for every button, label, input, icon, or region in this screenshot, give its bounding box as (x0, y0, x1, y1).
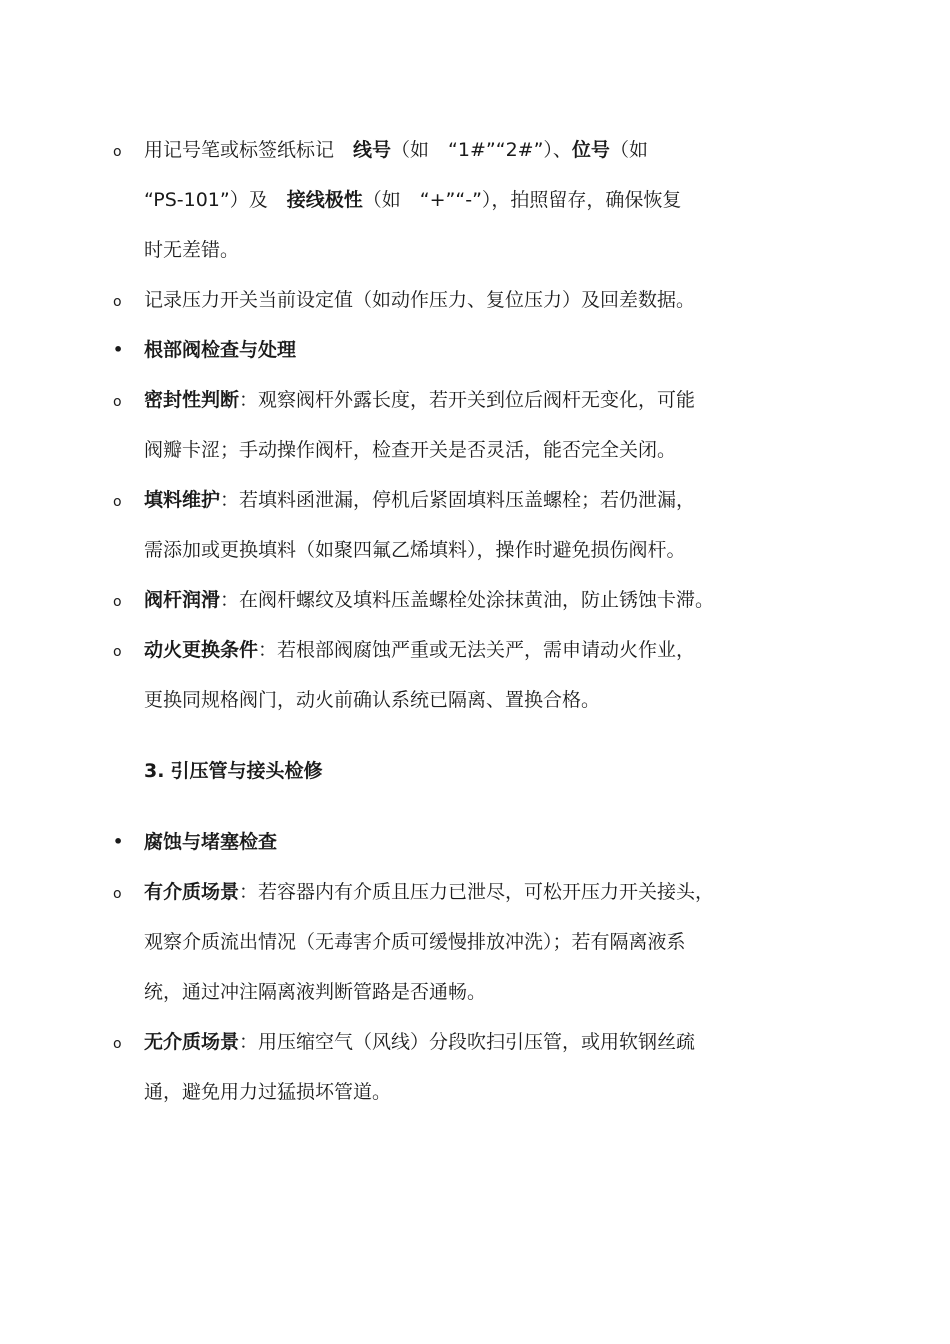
bold-term: 动火更换条件 (144, 639, 259, 661)
text-run: ：观察阀杆外露长度，若开关到位后阀杆无变化，可能 (239, 389, 696, 411)
text-line (144, 1080, 391, 1104)
text-line (144, 388, 695, 412)
text-line (144, 980, 486, 1004)
sub-bullet-marker: o (113, 494, 122, 510)
text-line (144, 538, 686, 562)
text-line (144, 830, 277, 854)
text-run: 观察介质流出情况（无毒害介质可缓慢排放冲洗）；若有隔离液系 (144, 931, 686, 953)
text-run: 时无差错。 (144, 239, 240, 261)
sub-bullet-marker: o (113, 886, 122, 902)
bold-term: 腐蚀与堵塞检查 (144, 831, 278, 853)
text-run: “PS-101”）及 (144, 189, 287, 211)
text-run: ：在阀杆螺纹及填料压盖螺栓处涂抹黄油，防止锈蚀卡滞。 (220, 589, 715, 611)
text-run: ：若容器内有介质且压力已泄尽，可松开压力开关接头， (239, 881, 715, 903)
bold-term: 接线极性 (286, 189, 363, 211)
text-run: （如 (609, 139, 648, 161)
text-run: ：用压缩空气（风线）分段吹扫引压管，或用软钢丝疏 (239, 1031, 696, 1053)
section-title: 引压管与接头检修 (170, 760, 323, 782)
text-line (144, 930, 686, 954)
text-run: （如 “1#”“2#”）、 (391, 139, 572, 161)
bold-term: 线号 (353, 139, 392, 161)
bullet-marker: • (113, 340, 124, 359)
text-line (144, 288, 695, 312)
text-run: 通，避免用力过猛损坏管道。 (144, 1081, 392, 1103)
text-line (144, 688, 600, 712)
bold-term: 阀杆润滑 (144, 589, 221, 611)
text-run: 更换同规格阀门，动火前确认系统已隔离、置换合格。 (144, 689, 601, 711)
sub-bullet-marker: o (113, 1036, 122, 1052)
text-run: （如 “+”“-”），拍照留存，确保恢复 (362, 189, 682, 211)
section-number: 3. (144, 760, 165, 782)
text-line (144, 880, 714, 904)
text-run: ：若填料函泄漏，停机后紧固填料压盖螺栓；若仍泄漏， (220, 489, 696, 511)
bold-term: 无介质场景 (144, 1031, 240, 1053)
text-run: 阀瓣卡涩；手动操作阀杆，检查开关是否灵活，能否完全关闭。 (144, 439, 677, 461)
text-line (144, 238, 239, 262)
bold-term: 位号 (571, 139, 610, 161)
text-run: 用记号笔或标签纸标记 (144, 139, 354, 161)
sub-bullet-marker: o (113, 294, 122, 310)
bold-term: 有介质场景 (144, 881, 240, 903)
sub-bullet-marker: o (113, 644, 122, 660)
sub-bullet-marker: o (113, 594, 122, 610)
text-run: ：若根部阀腐蚀严重或无法关严，需申请动火作业， (258, 639, 696, 661)
text-line (144, 338, 296, 362)
text-line (144, 438, 676, 462)
text-run: 需添加或更换填料（如聚四氟乙烯填料），操作时避免损伤阀杆。 (144, 539, 686, 561)
text-line (144, 188, 681, 212)
bold-term: 根部阀检查与处理 (144, 339, 297, 361)
sub-bullet-marker: o (113, 394, 122, 410)
section-heading (144, 756, 323, 783)
bold-term: 填料维护 (144, 489, 221, 511)
text-run: 统，通过冲注隔离液判断管路是否通畅。 (144, 981, 487, 1003)
text-line (144, 488, 695, 512)
bold-term: 密封性判断 (144, 389, 240, 411)
text-line (144, 1030, 695, 1054)
sub-bullet-marker: o (113, 144, 122, 160)
text-line (144, 138, 648, 162)
bullet-marker: • (113, 832, 124, 851)
text-line (144, 588, 714, 612)
text-run: 记录压力开关当前设定值（如动作压力、复位压力）及回差数据。 (144, 289, 696, 311)
text-line (144, 638, 695, 662)
